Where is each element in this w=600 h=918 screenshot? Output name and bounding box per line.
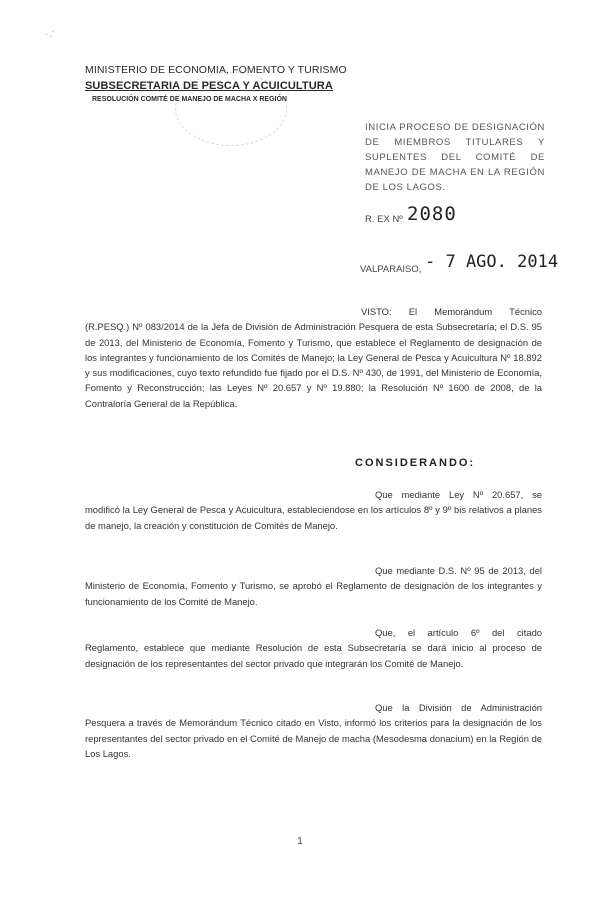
resolution-department: RESOLUCIÓN COMITÉ DE MANEJO DE MACHA X REGIÓN bbox=[92, 96, 287, 103]
considerando-paragraph: Que mediante Ley Nº 20.657, se modificó la Ley General de Pesca y Acuicultura, estableciendose en los artículos 8º y 9º bis relativos a planes de manejo, la creación y constitución de Comités de Manejo. bbox=[85, 489, 542, 531]
margin-mark: · .´ bbox=[45, 30, 55, 39]
considerando-heading: CONSIDERANDO: bbox=[355, 457, 476, 469]
place: VALPARAISO, bbox=[360, 264, 422, 275]
considerando-paragraph: Que la División de Administración Pesquera a través de Memorándum Técnico citado en Visto, informó los criterios para la designación de los representantes del sector privado en el Comité de Manejo de macha (Mesodesma donacium) en la Región de Los Lagos. bbox=[85, 702, 542, 759]
page-number: 1 bbox=[297, 836, 303, 847]
considerando-paragraph: Que mediante D.S. Nº 95 de 2013, del Ministerio de Economía, Fomento y Turismo, se aprobó el Reglamento de designación de los integrantes y funcionamiento de los Comité de Manejo. bbox=[85, 565, 542, 607]
resolution-number-label: R. EX Nº bbox=[365, 214, 403, 225]
date-stamp: - 7 AGO. 2014 bbox=[425, 252, 559, 272]
resolution-subject: INICIA PROCESO DE DESIGNACIÓN DE MIEMBROS TITULARES Y SUPLENTES DEL COMITÉ DE MANEJO DE MACHA EN LA REGIÓN DE LOS LAGOS. bbox=[365, 122, 545, 193]
considerando-paragraph: Que, el artículo 6º del citado Reglamento, establece que mediante Resolución de esta Subsecretaría se dará inicio al proceso de designación de los representantes del sector privado que integrarán los Comité de Manejo. bbox=[85, 627, 542, 669]
visto-paragraph: VISTO: El Memorándum Técnico (R.PESQ.) Nº 083/2014 de la Jefa de División de Administración Pesquera de esta Subsecretaría; el D.S. 95 de 2013, del Ministerio de Economía, Fomento y Turismo, que establece el Reglamento de designación de los integrantes y funcionamiento de los Comités de Manejo; la Ley General de Pesca y Acuicultura Nº 18.892 y sus modificaciones, cuyo texto refundido fue fijado por el D.S. Nº 430, de 1991, del Ministerio de Economía, Fomento y Reconstrucción; las Leyes Nº 20.657 y Nº 19.880; la Resolución Nº 1600 de 2008, de la Contraloría General de la República. bbox=[85, 306, 542, 409]
resolution-number: 2080 bbox=[407, 203, 457, 225]
subsecretaria-name: SUBSECRETARIA DE PESCA Y ACUICULTURA bbox=[85, 80, 333, 92]
ministry-name: MINISTERIO DE ECONOMIA, FOMENTO Y TURISMO bbox=[85, 64, 347, 76]
